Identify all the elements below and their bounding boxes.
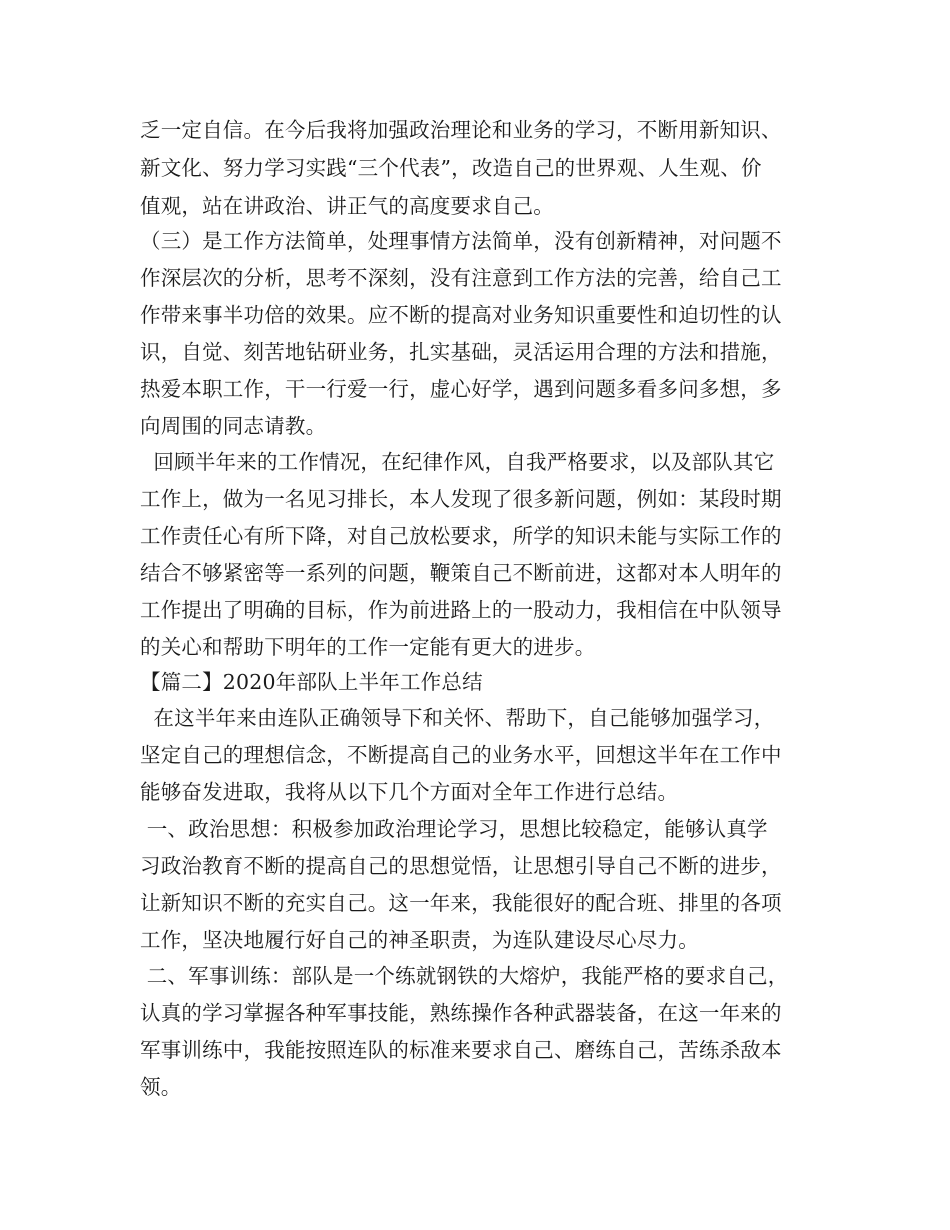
text-line: 二、军事训练：部队是一个练就钢铁的大熔炉，我能严格的要求自己，	[140, 964, 789, 988]
text-line: 工作上，做为一名见习排长，本人发现了很多新问题，例如：某段时期	[140, 487, 782, 511]
text-line: 工作，坚决地履行好自己的神圣职责，为连队建设尽心尽力。	[140, 928, 699, 952]
text-line: 能够奋发进取，我将从以下几个方面对全年工作进行总结。	[140, 780, 679, 804]
text-line: 一、政治思想：积极参加政治理论学习，思想比较稳定，能够认真学	[140, 817, 768, 841]
text-line: 习政治教育不断的提高自己的思想觉悟，让思想引导自己不断的进步，	[140, 854, 782, 878]
text-line: 在这半年来由连队正确领导下和关怀、帮助下，自己能够加强学习，	[140, 706, 775, 730]
text-line: 领。	[140, 1075, 182, 1099]
text-line: 的关心和帮助下明年的工作一定能有更大的进步。	[140, 635, 596, 659]
text-line: 识，自觉、刻苦地钻研业务，扎实基础，灵活运用合理的方法和措施，	[140, 340, 782, 364]
text-line: 认真的学习掌握各种军事技能，熟练操作各种武器装备，在这一年来的	[140, 1001, 782, 1025]
text-line: 让新知识不断的充实自己。这一年来，我能很好的配合班、排里的各项	[140, 891, 782, 915]
text-line: 工作责任心有所下降，对自己放松要求，所学的知识未能与实际工作的	[140, 524, 782, 548]
text-line: 乏一定自信。在今后我将加强政治理论和业务的学习，不断用新知识、	[140, 118, 782, 142]
text-line: （三）是工作方法简单，处理事情方法简单，没有创新精神，对问题不	[140, 229, 782, 253]
text-line: 热爱本职工作，干一行爱一行，虚心好学，遇到问题多看多问多想，多	[140, 377, 782, 401]
text-line: 结合不够紧密等一系列的问题，鞭策自己不断前进，这都对本人明年的	[140, 561, 782, 585]
text-line: 作深层次的分析，思考不深刻，没有注意到工作方法的完善，给自己工	[140, 266, 782, 290]
text-line: 向周围的同志请教。	[140, 414, 327, 438]
text-line: 值观，站在讲政治、讲正气的高度要求自己。	[140, 194, 554, 218]
text-line: 军事训练中，我能按照连队的标准来要求自己、磨练自己，苦练杀敌本	[140, 1038, 782, 1062]
section-heading: 【篇二】2020年部队上半年工作总结	[140, 670, 483, 694]
text-line: 新文化、努力学习实践“三个代表”，改造自己的世界观、人生观、价	[140, 156, 762, 180]
text-line: 坚定自己的理想信念，不断提高自己的业务水平，回想这半年在工作中	[140, 743, 782, 767]
text-line: 作带来事半功倍的效果。应不断的提高对业务知识重要性和迫切性的认	[140, 303, 782, 327]
text-line: 回顾半年来的工作情况，在纪律作风，自我严格要求，以及部队其它	[140, 450, 775, 474]
text-line: 工作提出了明确的目标，作为前进路上的一股动力，我相信在中队领导	[140, 598, 782, 622]
